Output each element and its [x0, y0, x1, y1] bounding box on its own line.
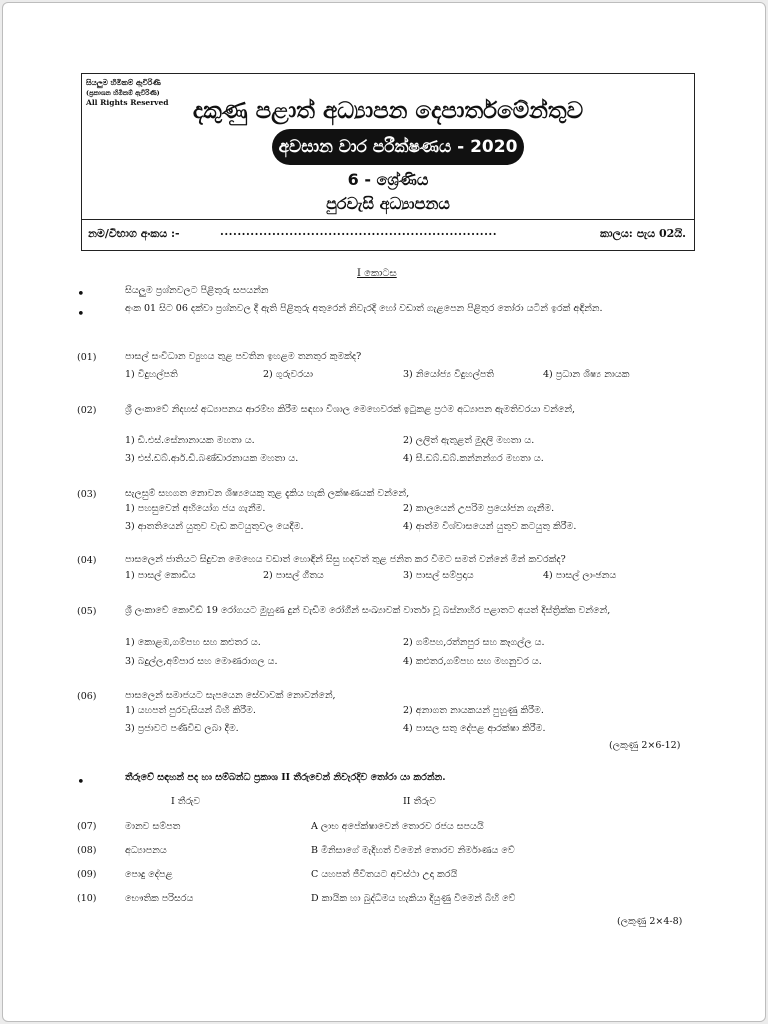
option: 1) යහපත් පුරවැසියන් බිහි කිරීම. [125, 705, 256, 716]
match-right-text: ලාභ අපේක්ෂාවෙන් තොරව රජය සපයයි [320, 821, 484, 832]
option: 1) පහසුවෙන් අභියෝග ජය ගැනීම. [125, 503, 266, 514]
header-divider [82, 219, 694, 220]
match-left-item: අධ්‍යාපනය [125, 845, 167, 856]
match-left-item: භෞතික පරිසරය [125, 893, 194, 904]
question-text: පාසලෙන් ජාතියට සිදුවන මෙහෙය වඩාත් හොඳින් සිසු හදවත් තුළ ජනිත කර වීමට සමත් වන්නේ මින් කවරක්ද? [125, 554, 566, 565]
option: 2) ලලිත් ඇතුළත් මුදලි මහතා ය. [403, 435, 535, 446]
match-number: (07) [77, 821, 97, 832]
option: 2) ගුරුවරයා [263, 369, 314, 380]
option: 3) පාසල් සම්ප්‍රදාය [403, 570, 474, 581]
match-letter: C [311, 869, 319, 880]
match-left-item: පොදු දේපළ [125, 869, 173, 880]
option: 2) පාසල් ගීතය [263, 570, 324, 581]
name-index-blank: ................................................................ [220, 225, 498, 238]
match-right-text: කායික හා බුද්ධිමය හැකියා දියුණු වීමෙන් බිහි වේ [321, 893, 516, 904]
match-left-item: මානව සම්පත [125, 821, 181, 832]
match-right-item [311, 845, 515, 856]
marks-allocation: (ලකුණු 2×4-8) [617, 916, 683, 927]
option: 4) ප්‍රධාන ශිෂ්‍ය නායක [543, 369, 630, 380]
match-number: (09) [77, 869, 97, 880]
question-text: ශ්‍රී ලංකාවේ කොවිඩ් 19 රෝගයට මුහුණ දුන් වැඩිම රෝගීන් සංඛ්‍යාවක් වාර්තා වූ බස්නාහිර පළාතට අයත් දිස්ත්‍රික්ක වන්නේ, [125, 605, 611, 616]
instruction-2: අංක 01 සිට 06 දක්වා ප්‍රශ්නවල දී ඇති පිළිතුරු අතුරෙන් නිවැරදි හෝ වඩාත් ගැළපෙන පිළිතුර තෝරා යටින් ඉරක් අඳින්න. [125, 303, 603, 314]
match-right-text: මිනිසාගේ මැදිහත් වීමෙන් තොරව නිර්මාණය වේ [321, 845, 515, 856]
option: 2) කාලයෙන් උපරිම ප්‍රයෝජන ගැනීම. [403, 503, 555, 514]
exam-paper [2, 2, 766, 1022]
question-number: (04) [77, 555, 97, 566]
option: 3) එස්.ඩබ්.ආර්.ඩී.බණ්ඩාරනායක මහතා ය. [125, 453, 299, 464]
option: 2) ගම්පහ,රත්නපුර සහ කෑගල්ල ය. [403, 637, 545, 648]
column-1-header: I තීරුව [171, 796, 201, 807]
question-number: (05) [77, 606, 97, 617]
option: 1) විදුහල්පති [125, 369, 178, 380]
grade-label: 6 - ශ්‍රේණිය [347, 170, 429, 189]
match-right-item [311, 893, 515, 904]
match-letter: D [311, 893, 319, 904]
option: 1) පාසල් කොඩිය [125, 570, 196, 581]
match-letter: A [311, 821, 318, 832]
section-title: I කොටස [357, 268, 397, 279]
match-right-item [311, 821, 484, 832]
option: 3) ප්‍රජාවට පණිවිඩ ලබා දීම. [125, 723, 239, 734]
option: 4) ආත්ම විශ්වාසයෙන් යුතුව කටයුතු කිරීම. [403, 521, 577, 532]
copyright-line2: (ප්‍රකාශන හිමිකම් ඇවිරිණි) [86, 89, 160, 97]
question-text: ශ්‍රී ලංකාවේ නිදහස් අධ්‍යාපනය ආරම්භ කිරීම සඳහා විශාල මෙහෙවරක් ඉටුකළ ප්‍රථම අධ්‍යාපන ඇමතිවරයා වන්නේ, [125, 404, 576, 415]
instruction-1: සියලුම ප්‍රශ්නවලට පිළිතුරු සපයන්න [125, 285, 269, 296]
match-right-item [311, 869, 457, 880]
question-number: (03) [77, 489, 97, 500]
copyright-en: All Rights Reserved [86, 98, 169, 107]
match-right-text: යහපත් ජීවිතයට අවස්ථා උදා කරයි [321, 869, 458, 880]
copyright-line1: සියලුම හිමිකම් ඇවිරිණි [86, 78, 161, 87]
subject-label: පුරවැසි අධ්‍යාපනය [326, 194, 450, 213]
question-text: සැලසුම් සහගත නොවන ශිෂ්‍යයෙකු තුළ දැකිය හැකි ලක්ෂණයක් වන්නේ, [125, 488, 410, 499]
option: 4) පාසල් ලාංඡනය [543, 570, 617, 581]
option: 3) බදුල්ල,අම්පාර සහ මොණරාගල ය. [125, 656, 278, 667]
bullet-icon: • [77, 307, 85, 322]
paper-header [81, 73, 695, 251]
option: 4) සී.ඩබ්.ඩබ්.කන්නන්ගර මහතා ය. [403, 453, 544, 464]
question-text: පාසල් සංවිධාන ව්‍යුහය තුළ පවතින ඉහළම තනතුර කුමක්ද? [125, 351, 362, 362]
department-title: දකුණු පළාත් අධ්‍යාපන දෙපාර්තමේන්තුව [192, 98, 584, 124]
question-number: (06) [77, 691, 97, 702]
exam-title-badge: අවසාන වාර පරීක්ෂණය - 2020 [272, 129, 524, 165]
bullet-icon: • [77, 775, 85, 790]
match-number: (08) [77, 845, 97, 856]
option: 3) නියෝජ්‍ය විදුහල්පති [403, 369, 495, 380]
question-number: (02) [77, 405, 97, 416]
question-number: (01) [77, 352, 97, 363]
time-allowed-label: කාලය: පැය 02යි. [599, 227, 686, 240]
match-number: (10) [77, 893, 97, 904]
bullet-icon: • [77, 287, 85, 302]
name-index-label: නම/විභාග අංකය :- [88, 227, 180, 240]
match-letter: B [311, 845, 318, 856]
column-2-header: II තීරුව [403, 796, 437, 807]
option: 1) කොළඹ,ගම්පහ සහ කළුතර ය. [125, 637, 261, 648]
option: 1) ඩී.එස්.සේනානායක මහතා ය. [125, 435, 255, 446]
option: 3) ආතතියෙන් යුතුව වැඩ කටයුතුවල යෙදීම. [125, 521, 304, 532]
marks-allocation: (ලකුණු 2×6-12) [609, 740, 681, 751]
question-text: පාසලෙන් සමාජයට සැපයෙන සේවාවක් නොවන්නේ, [125, 690, 336, 701]
option: 4) කළුතර,ගම්පහ සහ මහනුවර ය. [403, 656, 542, 667]
option: 4) පාසල සතු දේපළ ආරක්ෂා කිරීම. [403, 723, 546, 734]
matching-instruction: තීරුවේ සඳහන් පද හා සම්බන්ධ ප්‍රකාශ II තීරුවෙන් නිවැරදිව තෝරා යා කරන්න. [125, 772, 446, 783]
option: 2) අනාගත නායකයන් පුහුණු කිරීම. [403, 705, 544, 716]
